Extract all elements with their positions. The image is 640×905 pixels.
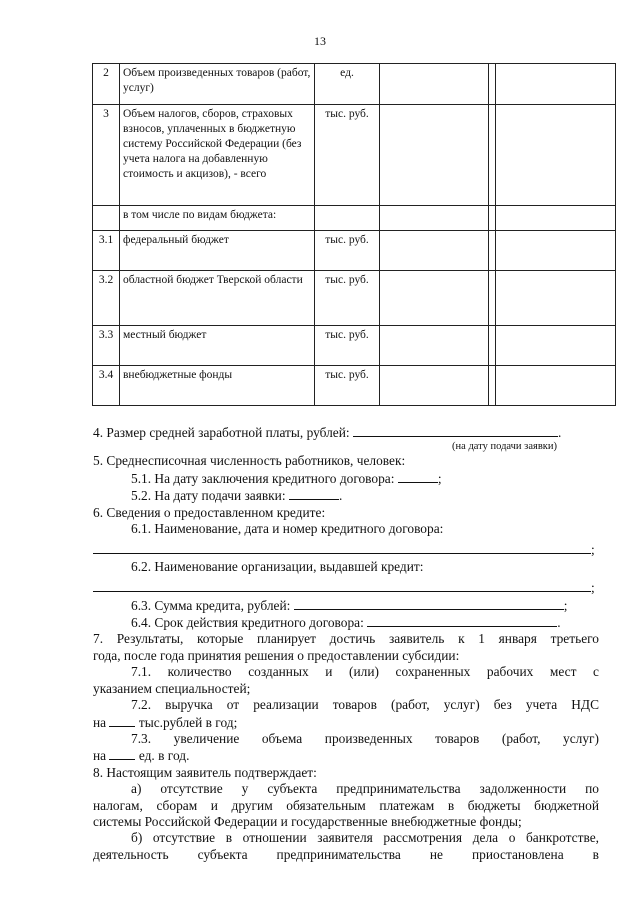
section-7-1-line-2: указанием специальностей; xyxy=(93,680,251,696)
average-salary-note: (на дату подачи заявки) xyxy=(452,441,557,453)
punct: ; xyxy=(563,597,568,613)
table-row xyxy=(93,271,616,326)
row-unit: тыс. руб. xyxy=(315,366,380,406)
section-7-2-line-1: 7.2. выручка от реализации товаров (работ, услуг) без учета НДС xyxy=(131,697,599,713)
revenue-field[interactable] xyxy=(109,714,135,727)
value-cell[interactable] xyxy=(380,326,489,366)
row-number: 3 xyxy=(93,105,120,206)
value-cell[interactable] xyxy=(496,326,616,366)
row-unit: тыс. руб. xyxy=(315,326,380,366)
value-cell[interactable] xyxy=(380,271,489,326)
row-number: 3.2 xyxy=(93,271,120,326)
value-cell[interactable] xyxy=(380,231,489,271)
section-8: 8. Настоящим заявитель подтверждает: xyxy=(93,764,317,780)
punct: . xyxy=(558,425,562,440)
row-number: 3.3 xyxy=(93,326,120,366)
section-6-4 xyxy=(93,614,599,631)
section-6-1: 6.1. Наименование, дата и номер кредитного договора: xyxy=(131,521,444,537)
headcount-contract-label: 5.1. На дату заключения кредитного договора: xyxy=(131,470,395,486)
loan-agreement-field[interactable] xyxy=(93,541,591,554)
value-cell[interactable] xyxy=(496,231,616,271)
punct: . xyxy=(557,615,561,631)
punct: . xyxy=(338,488,343,504)
section-7-2-line-2 xyxy=(93,714,599,731)
value-cell[interactable] xyxy=(496,366,616,406)
section-6-3 xyxy=(93,597,599,614)
punct: ; xyxy=(591,580,595,596)
section-8-b-line-2: деятельность субъекта предпринимательства не приостановлена в xyxy=(93,846,599,862)
value-cell[interactable] xyxy=(496,271,616,326)
section-4 xyxy=(93,424,599,441)
row-number: 2 xyxy=(93,64,120,105)
headcount-application-label: 5.2. На дату подачи заявки: xyxy=(131,488,286,504)
loan-term-field[interactable] xyxy=(367,614,557,627)
lender-name-field[interactable] xyxy=(93,579,591,592)
section-8-a-line-2: налогам, сборам и другим обязательным платежам в бюджеты бюджетной xyxy=(93,797,599,813)
punct: ; xyxy=(437,470,442,486)
section-8-a-line-1: а) отсутствие у субъекта предпринимательства задолженности по xyxy=(131,781,599,797)
section-6-2: 6.2. Наименование организации, выдавшей кредит: xyxy=(131,558,424,574)
section-5-2 xyxy=(93,487,599,504)
average-salary-label: 4. Размер средней заработной платы, рублей: xyxy=(93,425,350,440)
value-cell[interactable] xyxy=(489,206,496,231)
section-8-a-line-3: системы Российской Федерации и государственные внебюджетные фонды; xyxy=(93,813,522,829)
output-prefix: на xyxy=(93,748,107,764)
row-number: 3.4 xyxy=(93,366,120,406)
value-cell[interactable] xyxy=(496,105,616,206)
row-number xyxy=(93,206,120,231)
row-name: областной бюджет Тверской области xyxy=(120,271,315,326)
loan-amount-label: 6.3. Сумма кредита, рублей: xyxy=(131,597,291,613)
value-cell[interactable] xyxy=(489,64,496,105)
average-salary-field[interactable] xyxy=(353,424,558,437)
value-cell[interactable] xyxy=(380,366,489,406)
table-row xyxy=(93,206,616,231)
value-cell[interactable] xyxy=(489,326,496,366)
value-cell[interactable] xyxy=(496,206,616,231)
punct: ; xyxy=(591,542,595,558)
section-6-2-field-line xyxy=(93,579,599,596)
row-unit: ед. xyxy=(315,64,380,105)
row-name: федеральный бюджет xyxy=(120,231,315,271)
value-cell[interactable] xyxy=(489,271,496,326)
value-cell[interactable] xyxy=(380,206,489,231)
table-row xyxy=(93,366,616,406)
section-7-line-1: 7. Результаты, которые планирует достичь заявитель к 1 января третьего xyxy=(93,631,599,647)
section-6: 6. Сведения о предоставленном кредите: xyxy=(93,504,326,520)
section-5-1 xyxy=(93,470,599,487)
indicators-table xyxy=(92,63,616,406)
row-name: внебюджетные фонды xyxy=(120,366,315,406)
section-7-1-line-1: 7.1. количество созданных и (или) сохраненных рабочих мест с xyxy=(131,664,599,680)
row-name: в том числе по видам бюджета: xyxy=(120,206,315,231)
loan-amount-field[interactable] xyxy=(294,597,564,610)
value-cell[interactable] xyxy=(380,105,489,206)
value-cell[interactable] xyxy=(496,64,616,105)
section-7-line-2: года, после года принятия решения о предоставлении субсидии: xyxy=(93,647,460,663)
section-5: 5. Среднесписочная численность работников, человек: xyxy=(93,453,406,469)
table-row xyxy=(93,326,616,366)
row-unit: тыс. руб. xyxy=(315,271,380,326)
value-cell[interactable] xyxy=(489,231,496,271)
table-row xyxy=(93,64,616,105)
section-8-b-line-1: б) отсутствие в отношении заявителя рассмотрения дела о банкротстве, xyxy=(131,830,599,846)
table-row xyxy=(93,105,616,206)
row-name: Объем произведенных товаров (работ, услуг) xyxy=(120,64,315,105)
row-number: 3.1 xyxy=(93,231,120,271)
section-7-3-line-2 xyxy=(93,747,599,764)
section-6-1-field-line xyxy=(93,541,599,558)
row-name: Объем налогов, сборов, страховых взносов, уплаченных в бюджетную систему Российской Федерации (без учета налога на добавленную стоимость и акцизов), - всего xyxy=(120,105,315,206)
row-unit: тыс. руб. xyxy=(315,231,380,271)
row-unit xyxy=(315,206,380,231)
row-name: местный бюджет xyxy=(120,326,315,366)
headcount-application-field[interactable] xyxy=(289,487,339,500)
output-suffix: ед. в год. xyxy=(138,748,190,764)
table-row xyxy=(93,231,616,271)
loan-term-label: 6.4. Срок действия кредитного договора: xyxy=(131,615,364,631)
output-field[interactable] xyxy=(109,747,135,760)
value-cell[interactable] xyxy=(380,64,489,105)
headcount-contract-field[interactable] xyxy=(398,470,438,483)
row-unit: тыс. руб. xyxy=(315,105,380,206)
value-cell[interactable] xyxy=(489,366,496,406)
form-body xyxy=(93,424,599,863)
revenue-suffix: тыс.рублей в год; xyxy=(138,714,238,730)
section-7-3-line-1: 7.3. увеличение объема произведенных товаров (работ, услуг) xyxy=(131,730,599,746)
page-number: 13 xyxy=(314,34,326,48)
value-cell[interactable] xyxy=(489,105,496,206)
revenue-prefix: на xyxy=(93,714,107,730)
